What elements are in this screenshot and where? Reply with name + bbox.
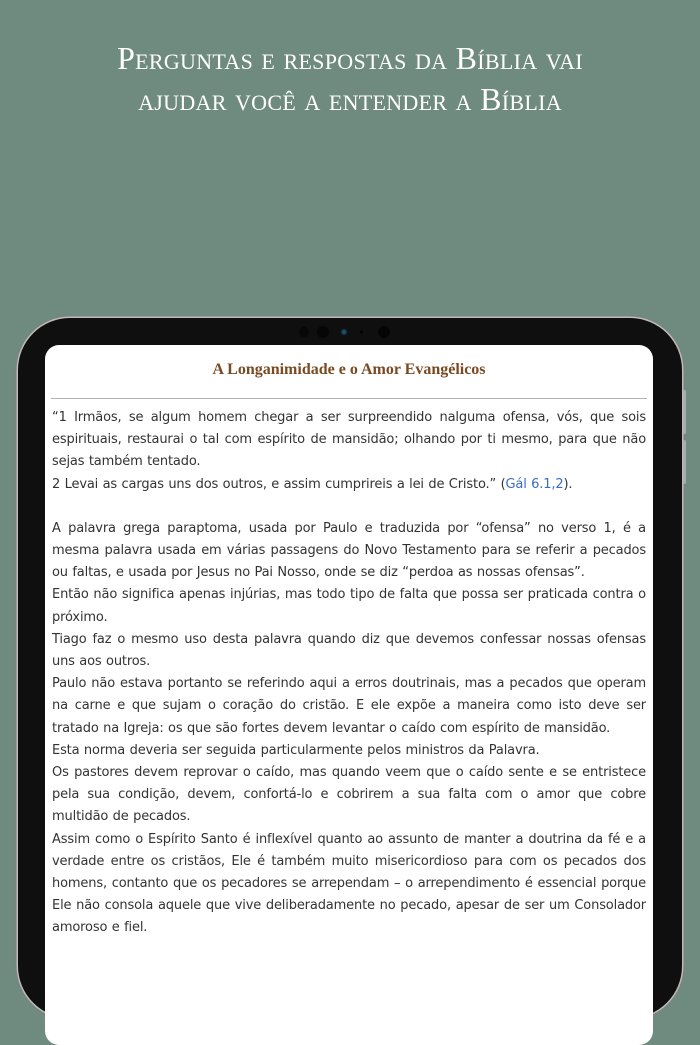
- paragraph: A palavra grega paraptoma, usada por Paulo e traduzida por “ofensa” no verso 1, é a mesma palavra usada em várias passagens do Novo Testamento para se referir a pecados ou faltas, e usada por Jesus no Pai Nosso, onde se diz “perdoa as nossas ofensas”.: [52, 520, 646, 581]
- bible-reference-link[interactable]: Gál 6.1,2: [505, 476, 564, 492]
- volume-down-button: [683, 440, 686, 484]
- headline-line-2: ajudar você a entender a Bíblia: [138, 81, 562, 117]
- paragraph: Esta norma deveria ser seguida particularmente pelos ministros da Palavra.: [52, 742, 540, 758]
- paragraph: Então não significa apenas injúrias, mas todo tipo de falta que possa ser praticada contra o próximo.: [52, 587, 646, 625]
- article-body[interactable]: [45, 399, 653, 940]
- quote-verse-1: “1 Irmãos, se algum homem chegar a ser surpreendido nalguma ofensa, vós, que sois espirituais, restaurai o tal com espírito de mansidão; olhando por ti mesmo, para que não sejas também tentado.: [52, 410, 646, 470]
- promo-headline: [0, 38, 700, 120]
- sensor-dot-icon: [360, 331, 363, 334]
- camera-lens-icon: [317, 326, 329, 338]
- headline-line-1: Perguntas e respostas da Bíblia vai: [117, 40, 583, 76]
- tablet-device-frame: [18, 318, 682, 1018]
- paragraph: Paulo não estava portanto se referindo aqui a erros doutrinais, mas a pecados que operam na carne e que sujam o coração do cristão. E ele expõe a maneira como isto deve ser tratado na Igreja: os que são fortes devem levantar o caído com espírito de mansidão.: [52, 676, 646, 736]
- sensor-icon: [342, 330, 346, 334]
- paragraph: Tiago faz o mesmo uso desta palavra quando diz que devemos confessar nossas ofensas uns aos outros.: [52, 631, 646, 670]
- camera-lens-icon: [299, 327, 309, 337]
- paragraph: Assim como o Espírito Santo é inflexível quanto ao assunto de manter a doutrina da fé e a verdade entre os cristãos, Ele é também muito misericordioso para com os pecados dos homens, contanto que os pecadores se arrependam – o arrependimento é essencial porque Ele não consola aquele que vive deliberadamente no pecado, apesar de ser um Consolador amoroso e fiel.: [52, 831, 646, 936]
- volume-up-button: [683, 390, 686, 434]
- quote-verse-2: 2 Levai as cargas uns dos outros, e assim cumprireis a lei de Cristo.” (Gál 6.1,2).: [52, 476, 573, 492]
- camera-bar: [295, 324, 405, 340]
- paragraph: Os pastores devem reprovar o caído, mas quando veem que o caído sente e se entristece pela sua condição, devem, confortá-lo e cobrirem a sua falta com o amor que cobre multidão de pecados.: [52, 765, 646, 825]
- article-title: A Longanimidade e o Amor Evangélicos: [212, 361, 486, 378]
- camera-lens-icon: [378, 326, 390, 338]
- paragraph-gap: [52, 496, 646, 518]
- app-screen: [45, 345, 653, 1045]
